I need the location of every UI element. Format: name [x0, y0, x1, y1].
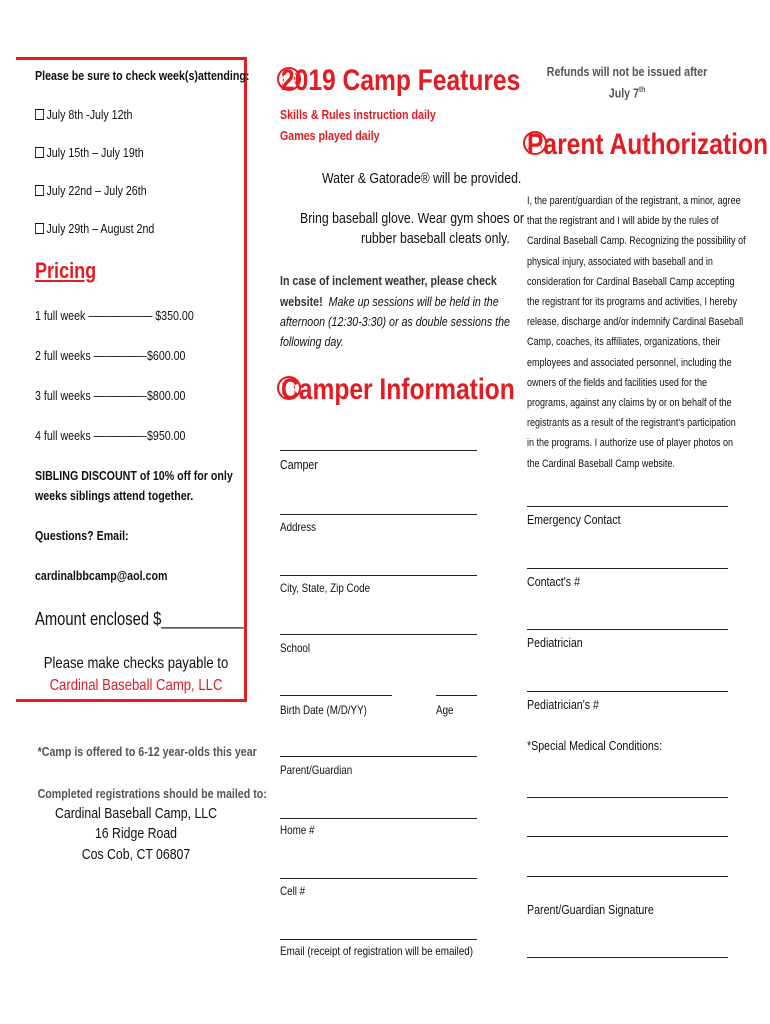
- auth-line: in the programs. I authorize use of player photos on: [527, 437, 734, 450]
- birth-date-label: Birth Date (M/D/YY): [280, 703, 367, 717]
- camper-input-line[interactable]: [280, 450, 477, 451]
- parent-label: Parent/Guardian: [280, 763, 353, 777]
- medical-input-line-3[interactable]: [527, 876, 728, 877]
- auth-paragraph: [527, 191, 746, 474]
- red-border-bottom: [16, 699, 247, 702]
- home-phone-input-line[interactable]: [280, 818, 477, 819]
- auth-line: I, the parent/guardian of the registrant, a minor, agree: [527, 195, 741, 207]
- price-3-weeks: 3 full weeks —————$800.00: [35, 388, 186, 403]
- medical-conditions-label: *Special Medical Conditions:: [527, 738, 663, 753]
- mail-heading: Completed registrations should be mailed to:: [37, 786, 267, 801]
- age-label: Age: [436, 703, 454, 717]
- school-input-line[interactable]: [280, 634, 477, 635]
- pediatrician-number-label: Pediatrician's #: [527, 697, 599, 712]
- auth-line: that the registrant and I will abide by the rules of: [527, 215, 719, 228]
- mail-address-line1: Cardinal Baseball Camp, LLC: [54, 805, 218, 822]
- parent-input-line[interactable]: [280, 756, 477, 757]
- auth-line: Camp, coaches, its affiliates, organizations, their: [527, 336, 721, 349]
- email-input-line[interactable]: [280, 939, 477, 940]
- auth-line: consideration for Cardinal Baseball Camp accepting: [527, 275, 735, 288]
- red-border-right: [244, 57, 247, 702]
- birth-date-input-line[interactable]: [280, 695, 392, 696]
- week-option-1[interactable]: July 8th -July 12th: [35, 107, 132, 122]
- cell-phone-label: Cell #: [280, 884, 306, 898]
- auth-line: Cardinal Baseball Camp. Recognizing the possibility of: [527, 235, 746, 248]
- questions-label: Questions? Email:: [35, 528, 129, 543]
- camper-label: Camper: [280, 457, 318, 472]
- contact-number-input-line[interactable]: [527, 568, 728, 569]
- week-option-2[interactable]: July 15th – July 19th: [35, 145, 144, 160]
- red-border-top: [16, 57, 247, 60]
- price-2-weeks: 2 full weeks —————$600.00: [35, 348, 186, 363]
- checks-payable-name: Cardinal Baseball Camp, LLC: [49, 677, 223, 694]
- medical-input-line-2[interactable]: [527, 836, 728, 837]
- auth-title: Parent Authorization: [527, 128, 770, 162]
- weeks-heading: Please be sure to check week(s)attending:: [35, 68, 250, 83]
- feature-games: Games played daily: [280, 128, 380, 143]
- features-title: 2019 Camp Features: [281, 64, 573, 98]
- week-option-4[interactable]: July 29th – August 2nd: [35, 221, 154, 236]
- contact-email[interactable]: cardinalbbcamp@aol.com: [35, 568, 168, 583]
- pediatrician-number-input-line[interactable]: [527, 691, 728, 692]
- school-label: School: [280, 641, 311, 655]
- refund-note-line2: July 7th: [608, 85, 646, 101]
- amount-enclosed: Amount enclosed $__________: [35, 609, 244, 629]
- auth-line: physical injury, associated with baseball and in: [527, 255, 713, 268]
- weather-note-line3: afternoon (12:30-3:30) or as double sessions the: [280, 314, 510, 329]
- week-option-3[interactable]: July 22nd – July 26th: [35, 183, 147, 198]
- emergency-contact-label: Emergency Contact: [527, 512, 621, 527]
- mail-address-line2: 16 Ridge Road: [94, 825, 178, 842]
- checkbox-icon[interactable]: [35, 185, 44, 196]
- price-1-week: 1 full week —————— $350.00: [35, 308, 194, 323]
- address-input-line[interactable]: [280, 514, 477, 515]
- age-input-line[interactable]: [436, 695, 477, 696]
- mail-address-line3: Cos Cob, CT 06807: [81, 846, 191, 863]
- sibling-discount-line2: weeks siblings attend together.: [35, 488, 194, 503]
- weather-note-line4: following day.: [280, 334, 344, 349]
- medical-input-line-1[interactable]: [527, 797, 728, 798]
- checkbox-icon[interactable]: [35, 147, 44, 158]
- feature-skills: Skills & Rules instruction daily: [280, 107, 436, 122]
- camper-title: Camper Information: [281, 373, 566, 407]
- glove-note-line1: Bring baseball glove. Wear gym shoes or: [300, 210, 525, 227]
- signature-input-line[interactable]: [527, 957, 728, 958]
- sibling-discount-line1: SIBLING DISCOUNT of 10% off for only: [35, 468, 233, 483]
- auth-line: the Cardinal Baseball Camp website.: [527, 457, 675, 470]
- cell-phone-input-line[interactable]: [280, 878, 477, 879]
- refund-note-line1: Refunds will not be issued after: [546, 64, 708, 79]
- glove-note-line2: rubber baseball cleats only.: [361, 230, 510, 247]
- auth-line: registrants as a result of the registrant's participation: [527, 417, 736, 430]
- checks-payable-label: Please make checks payable to: [43, 655, 229, 672]
- pediatrician-label: Pediatrician: [527, 635, 583, 650]
- city-label: City, State, Zip Code: [280, 581, 371, 595]
- contact-number-label: Contact's #: [527, 574, 581, 589]
- weather-note-line2: website! Make up sessions will be held in the: [280, 294, 499, 309]
- home-phone-label: Home #: [280, 823, 315, 837]
- emergency-contact-input-line[interactable]: [527, 506, 728, 507]
- auth-line: employees and associated personnel, including the: [527, 356, 732, 369]
- age-note: *Camp is offered to 6-12 year-olds this year: [37, 744, 257, 759]
- checkbox-icon[interactable]: [35, 223, 44, 234]
- pricing-title: Pricing: [35, 258, 97, 283]
- auth-line: owners of the fields and facilities used for the: [527, 376, 708, 389]
- water-note: Water & Gatorade® will be provided.: [322, 170, 522, 187]
- signature-label: Parent/Guardian Signature: [527, 902, 654, 917]
- auth-line: programs, against any claims by or on behalf of the: [527, 397, 732, 410]
- city-input-line[interactable]: [280, 575, 477, 576]
- auth-line: the registrant for its programs and activities, I hereby: [527, 296, 738, 309]
- address-label: Address: [280, 520, 317, 534]
- price-4-weeks: 4 full weeks —————$950.00: [35, 428, 186, 443]
- email-label: Email (receipt of registration will be emailed): [280, 944, 474, 958]
- weather-note-line1: In case of inclement weather, please check: [280, 273, 497, 288]
- pediatrician-input-line[interactable]: [527, 629, 728, 630]
- checkbox-icon[interactable]: [35, 109, 44, 120]
- auth-line: release, discharge and/or indemnify Cardinal Baseball: [527, 316, 744, 329]
